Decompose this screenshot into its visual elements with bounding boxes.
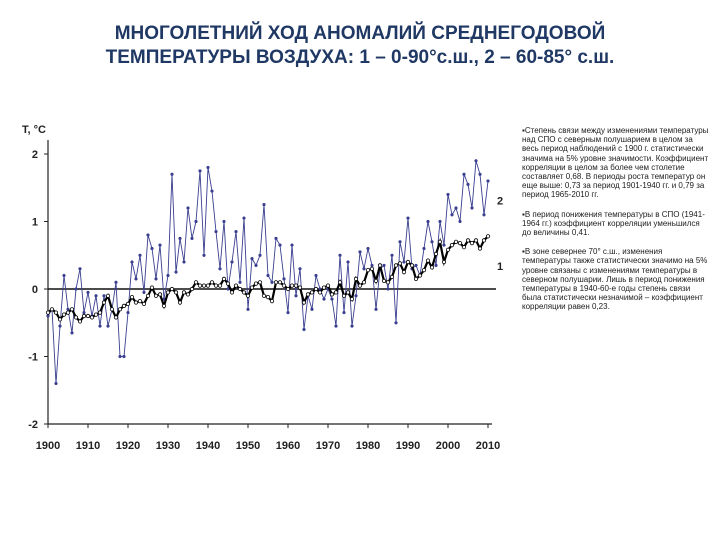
series-2-point (87, 291, 90, 294)
series-2-point (367, 247, 370, 250)
x-tick-label: 1920 (115, 440, 141, 452)
series-2-point (287, 311, 290, 314)
series-2-point (231, 261, 234, 264)
series-2-point (219, 267, 222, 270)
series-2-point (323, 298, 326, 301)
x-tick-label: 1900 (35, 440, 61, 452)
series-2-point (343, 311, 346, 314)
series-1-point (454, 240, 457, 243)
series-1-point (46, 311, 49, 314)
series-1-point (110, 308, 113, 311)
series-2-label: 2 (497, 195, 504, 208)
series-1-point (422, 268, 425, 271)
series-1-point (418, 274, 421, 277)
x-tick-label: 1990 (395, 440, 421, 452)
series-1-point (410, 264, 413, 267)
series-1-point (262, 294, 265, 297)
series-2-point (155, 278, 158, 281)
series-2-point (139, 254, 142, 257)
series-2-point (207, 166, 210, 169)
series-2-point (251, 257, 254, 260)
notes-panel (522, 126, 710, 322)
series-2-point (71, 332, 74, 335)
series-2-point (311, 308, 314, 311)
series-1-point (426, 259, 429, 262)
series-2-point (135, 278, 138, 281)
series-1-point (238, 287, 241, 290)
series-2-point (447, 193, 450, 196)
series-2-point (143, 291, 146, 294)
series-1-point (170, 287, 173, 290)
series-2-point (347, 261, 350, 264)
series-1-point (442, 260, 445, 263)
series-2-point (399, 240, 402, 243)
series-1-point (326, 284, 329, 287)
series-1-point (142, 302, 145, 305)
series-1-point (146, 294, 149, 297)
series-1-point (402, 270, 405, 273)
series-1-point (374, 279, 377, 282)
series-1-point (134, 301, 137, 304)
series-1-point (434, 252, 437, 255)
series-1-point (182, 291, 185, 294)
series-2-point (235, 230, 238, 233)
series-1-point (310, 291, 313, 294)
series-2-point (123, 355, 126, 358)
series-2-point (443, 244, 446, 247)
y-tick-label: -1 (28, 351, 38, 364)
x-tick-label: 1940 (195, 440, 221, 452)
series-1-point (202, 284, 205, 287)
series-2-point (59, 325, 62, 328)
series-1-point (294, 284, 297, 287)
series-2-point (299, 267, 302, 270)
series-2-point (211, 190, 214, 193)
series-2-point (483, 213, 486, 216)
series-2-point (415, 264, 418, 267)
series-1-point (218, 284, 221, 287)
x-tick-label: 1910 (75, 440, 101, 452)
series-2-point (107, 325, 110, 328)
series-2-point (331, 298, 334, 301)
series-1-point (350, 297, 353, 300)
series-1-point (234, 284, 237, 287)
series-1-point (430, 266, 433, 269)
series-2-point (339, 254, 342, 257)
series-2-point (351, 325, 354, 328)
series-1-point (62, 313, 65, 316)
series-1-point (246, 294, 249, 297)
series-1-point (174, 291, 177, 294)
y-tick-label: 2 (31, 149, 38, 161)
y-tick-label: 1 (31, 216, 38, 229)
series-1-point (366, 268, 369, 271)
series-2-point (275, 237, 278, 240)
x-tick-label: 2000 (435, 440, 461, 452)
series-2-point (79, 267, 82, 270)
series-1-point (334, 291, 337, 294)
series-2-point (191, 237, 194, 240)
series-1-point (382, 279, 385, 282)
series-1-point (254, 282, 257, 285)
series-1-point (126, 302, 129, 305)
series-2-point (359, 251, 362, 254)
series-2-point (47, 315, 50, 318)
series-1-point (270, 299, 273, 302)
series-1-point (66, 311, 69, 314)
series-2-point (239, 281, 242, 284)
series-2-point (487, 180, 490, 183)
series-1-point (338, 281, 341, 284)
series-1-point (50, 308, 53, 311)
series-2-point (259, 254, 262, 257)
series-1-point (298, 286, 301, 289)
series-1-point (58, 318, 61, 321)
series-1-point (466, 239, 469, 242)
series-1-point (166, 291, 169, 294)
series-1-point (78, 320, 81, 323)
series-2-point (471, 207, 474, 210)
series-1-point (70, 308, 73, 311)
series-1-point (150, 286, 153, 289)
series-2-point (295, 294, 298, 297)
series-2-point (63, 274, 66, 277)
series-1-point (86, 314, 89, 317)
series-2-point (243, 217, 246, 220)
series-2-point (387, 288, 390, 291)
series-1-point (94, 313, 97, 316)
series-1-point (82, 314, 85, 317)
series-2-point (171, 173, 174, 176)
series-1-point (54, 311, 57, 314)
series-2-point (315, 274, 318, 277)
series-1-point (222, 277, 225, 280)
series-1-point (242, 291, 245, 294)
note-3: ▪В зоне севернее 70° с.ш., изменения температуры также статистически значимо на 5% уровне связаны с изменениями температуры в северном полушарии. Лишь в период понижения температуры в 1940-60-е годы степень связи была статистически незначимой – коэффициент корреляции равен 0,23. (522, 247, 708, 312)
series-2-point (131, 261, 134, 264)
series-2-point (355, 294, 358, 297)
series-2-point (67, 308, 70, 311)
series-2-point (479, 173, 482, 176)
series-1-point (330, 293, 333, 296)
series-1-point (98, 311, 101, 314)
series-1-point (462, 246, 465, 249)
series-1-point (346, 291, 349, 294)
y-tick-label: 0 (31, 284, 38, 296)
series-1-point (406, 260, 409, 263)
series-1-point (226, 282, 229, 285)
series-1-point (162, 304, 165, 307)
series-1-point (282, 284, 285, 287)
series-1-point (358, 284, 361, 287)
x-tick-label: 1950 (235, 440, 261, 452)
series-2-point (395, 321, 398, 324)
series-2-point (363, 267, 366, 270)
series-2-point (75, 288, 78, 291)
series-1-point (250, 286, 253, 289)
series-2-point (199, 170, 202, 173)
series-1-point (122, 304, 125, 307)
series-1-point (286, 287, 289, 290)
series-1-point (258, 281, 261, 284)
series-1-point (314, 287, 317, 290)
series-2-point (475, 159, 478, 162)
series-1-point (354, 277, 357, 280)
series-2-point (115, 281, 118, 284)
series-2-point (159, 244, 162, 247)
series-2-point (407, 217, 410, 220)
series-1-point (266, 295, 269, 298)
series-1-point (450, 243, 453, 246)
series-1-point (438, 240, 441, 243)
series-2-point (431, 240, 434, 243)
series-2-point (147, 234, 150, 237)
series-2-point (119, 355, 122, 358)
y-tick-label: -2 (28, 419, 38, 431)
series-2-point (127, 311, 130, 314)
series-1-point (362, 281, 365, 284)
series-2-point (215, 230, 218, 233)
series-1-point (470, 241, 473, 244)
series-1-point (398, 262, 401, 265)
series-2-point (335, 325, 338, 328)
note-1: ▪Степень связи между изменениями температуры над СПО с северным полушарием в целом за весь период наблюдений с 1900 г. статистически значима на 5% уровне значимости. Коэффициент корреляции в целом за более чем столетие составляет 0,68. В периоды роста температур он еще выше: 0,73 за период 1901-1940 гг. и 0,79 за период 1965-2010 гг. (522, 126, 709, 200)
series-1-point (230, 291, 233, 294)
series-2-point (423, 247, 426, 250)
series-2-point (55, 382, 58, 385)
series-1-point (138, 299, 141, 302)
series-2-point (435, 264, 438, 267)
series-2-point (167, 274, 170, 277)
x-tick-label: 2010 (475, 440, 501, 452)
series-2-point (459, 220, 462, 223)
series-1-point (306, 293, 309, 296)
series-2-point (271, 281, 274, 284)
series-2-point (451, 213, 454, 216)
series-1-point (318, 291, 321, 294)
series-1-line (48, 236, 488, 321)
series-2-point (175, 271, 178, 274)
series-1-point (386, 281, 389, 284)
y-axis-label: T, °C (22, 124, 46, 136)
series-2-point (303, 328, 306, 331)
series-2-point (403, 261, 406, 264)
series-1-label: 1 (497, 261, 504, 274)
series-1-point (106, 294, 109, 297)
series-1-point (414, 277, 417, 280)
series-2-point (375, 308, 378, 311)
x-tick-label: 1970 (315, 440, 341, 452)
series-1-point (390, 275, 393, 278)
x-tick-label: 1930 (155, 440, 181, 452)
series-2-point (391, 254, 394, 257)
series-2-point (279, 244, 282, 247)
series-1-point (214, 284, 217, 287)
series-1-point (322, 286, 325, 289)
series-1-point (190, 287, 193, 290)
series-1-point (478, 247, 481, 250)
series-2-point (467, 183, 470, 186)
series-2-point (255, 264, 258, 267)
series-2-point (439, 220, 442, 223)
series-1-point (446, 248, 449, 251)
series-1-point (482, 239, 485, 242)
series-2-point (427, 220, 430, 223)
series-1-point (302, 301, 305, 304)
series-2-point (83, 311, 86, 314)
title-line-2: ТЕМПЕРАТУРЫ ВОЗДУХА: 1 – 0-90°с.ш., 2 – 60-85° с.ш. (105, 47, 615, 68)
series-1-point (370, 267, 373, 270)
x-tick-label: 1960 (275, 440, 301, 452)
series-1-point (90, 316, 93, 319)
series-2-point (463, 173, 466, 176)
series-2-point (103, 294, 106, 297)
series-1-point (394, 264, 397, 267)
note-2: ▪В период понижения температуры в СПО (1941-1964 гг.) коэффициент корреляции уменьшился до величины 0,41. (522, 209, 705, 238)
series-2-point (371, 264, 374, 267)
series-1-point (154, 294, 157, 297)
series-2-point (267, 274, 270, 277)
series-1-point (102, 301, 105, 304)
series-1-point (486, 235, 489, 238)
series-1-point (194, 281, 197, 284)
series-1-point (74, 316, 77, 319)
series-2-point (263, 203, 266, 206)
series-1-point (178, 301, 181, 304)
series-2-point (247, 308, 250, 311)
series-1-point (458, 241, 461, 244)
series-1-point (158, 293, 161, 296)
series-1-point (118, 308, 121, 311)
series-2-point (183, 261, 186, 264)
series-1-point (186, 293, 189, 296)
series-2-point (203, 254, 206, 257)
series-2-point (179, 237, 182, 240)
series-2-point (95, 294, 98, 297)
series-2-point (151, 247, 154, 250)
series-1-point (378, 264, 381, 267)
series-1-point (274, 281, 277, 284)
title-line-1: МНОГОЛЕТНИЙ ХОД АНОМАЛИЙ СРЕДНЕГОДОВОЙ (114, 23, 606, 44)
series-1-point (342, 294, 345, 297)
series-1-point (206, 284, 209, 287)
series-2-point (383, 264, 386, 267)
series-1-point (114, 316, 117, 319)
series-1-point (290, 284, 293, 287)
x-tick-label: 1980 (355, 440, 381, 452)
series-2-point (291, 244, 294, 247)
series-1-point (210, 281, 213, 284)
series-1-point (278, 281, 281, 284)
series-2-point (223, 220, 226, 223)
series-2-point (99, 325, 102, 328)
series-2-point (195, 220, 198, 223)
series-1-point (198, 284, 201, 287)
series-1-point (130, 295, 133, 298)
series-1-point (474, 239, 477, 242)
series-2-point (283, 278, 286, 281)
series-2-point (455, 207, 458, 210)
series-2-point (187, 207, 190, 210)
